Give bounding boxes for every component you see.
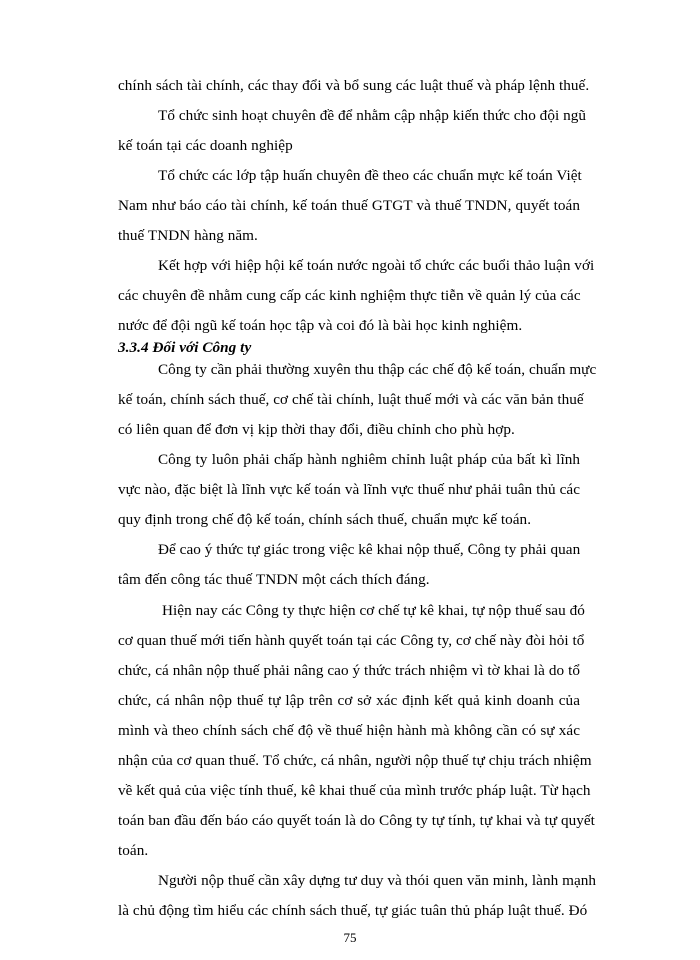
text-line: toán ban đầu đến báo cáo quyết toán là do Công ty tự tính, tự khai và tự quyết bbox=[118, 812, 595, 829]
text-line: Nam như báo cáo tài chính, kế toán thuế GTGT và thuế TNDN, quyết toán bbox=[118, 197, 580, 214]
text-line: thuế TNDN hàng năm. bbox=[118, 227, 258, 244]
text-line: chính sách tài chính, các thay đổi và bổ sung các luật thuế và pháp lệnh thuế. bbox=[118, 77, 590, 94]
text-line: quy định trong chế độ kế toán, chính sách thuế, chuẩn mực kế toán. bbox=[118, 511, 532, 528]
text-line: về kết quả của việc tính thuế, kê khai thuế của mình trước pháp luật. Từ hạch bbox=[118, 782, 591, 799]
text-line: cơ quan thuế mới tiến hành quyết toán tại các Công ty, cơ chế này đòi hỏi tổ bbox=[118, 632, 585, 649]
text-line: toán. bbox=[118, 842, 149, 859]
page-number: 75 bbox=[343, 930, 357, 945]
text-line: Hiện nay các Công ty thực hiện cơ chế tự kê khai, tự nộp thuế sau đó bbox=[162, 602, 585, 619]
text-line: kế toán, chính sách thuế, cơ chế tài chính, luật thuế mới và các văn bản thuế bbox=[118, 391, 584, 408]
text-line: chức, cá nhân nộp thuế tự lập trên cơ sở xác định kết quả kinh doanh của bbox=[118, 692, 580, 709]
text-line: là chủ động tìm hiểu các chính sách thuế, tự giác tuân thủ pháp luật thuế. Đó bbox=[118, 902, 588, 919]
text-line: các chuyên đề nhằm cung cấp các kinh nghiệm thực tiễn về quản lý của các bbox=[118, 287, 581, 304]
section-heading: 3.3.4 Đối với Công ty bbox=[118, 339, 252, 356]
text-line: chức, cá nhân nộp thuế phải nâng cao ý thức trách nhiệm vì tờ khai là do tổ bbox=[118, 662, 580, 679]
text-line: Công ty luôn phải chấp hành nghiêm chỉnh luật pháp của bất kì lĩnh bbox=[158, 451, 580, 468]
text-line: có liên quan để đơn vị kịp thời thay đổi, điều chỉnh cho phù hợp. bbox=[118, 421, 515, 438]
text-line: Kết hợp với hiệp hội kế toán nước ngoài tổ chức các buổi thảo luận với bbox=[158, 257, 595, 274]
text-line: Công ty cần phải thường xuyên thu thập các chế độ kế toán, chuẩn mực bbox=[158, 361, 597, 378]
text-line: kế toán tại các doanh nghiệp bbox=[118, 137, 293, 154]
text-line: Tổ chức sinh hoạt chuyên đề để nhằm cập nhập kiến thức cho đội ngũ bbox=[158, 107, 587, 124]
text-line: Tổ chức các lớp tập huấn chuyên đề theo các chuẩn mực kế toán Việt bbox=[158, 167, 582, 184]
text-line: mình và theo chính sách chế độ về thuế hiện hành mà không cần có sự xác bbox=[118, 722, 580, 739]
text-line: nước để đội ngũ kế toán học tập và coi đó là bài học kinh nghiệm. bbox=[118, 317, 523, 334]
text-line: tâm đến công tác thuế TNDN một cách thích đáng. bbox=[118, 571, 430, 588]
text-line: vực nào, đặc biệt là lĩnh vực kế toán và lĩnh vực thuế như phải tuân thủ các bbox=[118, 481, 580, 498]
text-line: nhận của cơ quan thuế. Tổ chức, cá nhân, người nộp thuế tự chịu trách nhiệm bbox=[118, 752, 592, 769]
text-line: Người nộp thuế cần xây dựng tư duy và thói quen văn minh, lành mạnh bbox=[158, 872, 597, 889]
text-line: Để cao ý thức tự giác trong việc kê khai nộp thuế, Công ty phải quan bbox=[158, 541, 581, 558]
